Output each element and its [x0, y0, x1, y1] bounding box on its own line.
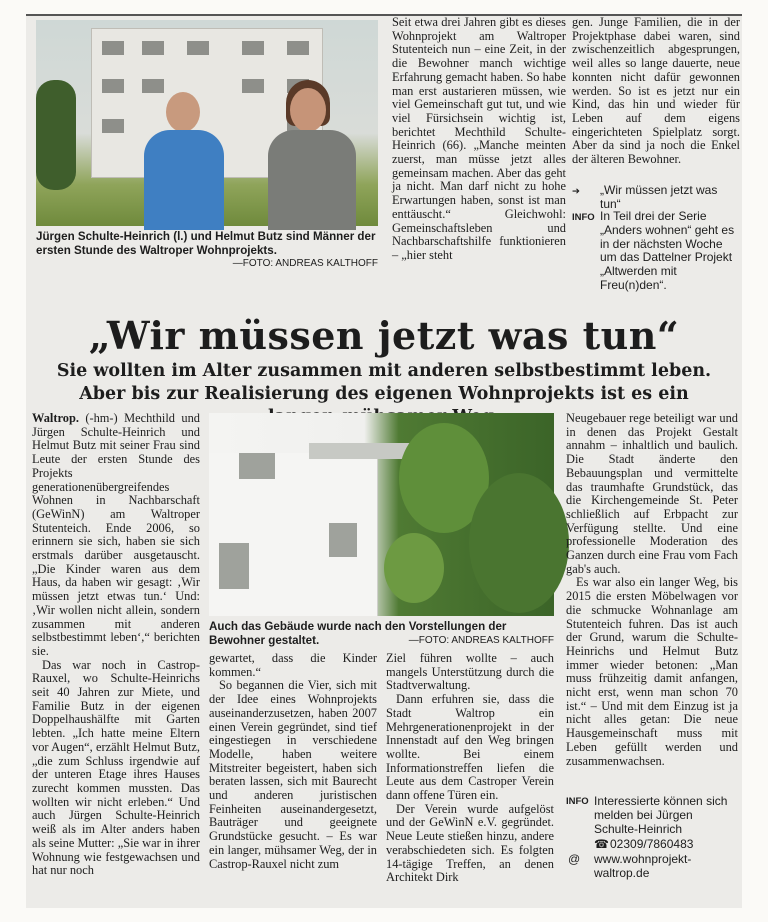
- article-column-3: Ziel führen wollte – auch mangels Unterstützung durch die Stadtverwaltung. Dann erfuhren sie, dass die Stadt Waltrop ein Mehrgenerationenprojekt in der Innenstadt auf den Weg bringen wollte. Bei einem Informationstreffen liefen die Leute aus dem Castroper Verein dann offene Türen ein. Der Verein wurde aufgelöst und der GeWinN e.V. gegründet. Neue Leute stießen hinzu, andere verabschiedeten sich. Es folgten 14-tägige Treffen, an denen Architekt Dirk: [386, 651, 554, 885]
- photo2-credit: —FOTO: ANDREAS KALTHOFF: [408, 635, 554, 646]
- web-icon: @: [568, 852, 581, 866]
- series-info-box: INFO In Teil drei der Serie „Anders wohnen“ geht es in der nächsten Woche um das Dattelner Projekt „Altwerden mit Freu(n)den“.: [572, 209, 735, 292]
- top-text-column-1: Seit etwa drei Jahren gibt es dieses Wohnprojekt am Waltroper Stutenteich nun – eine Zeit, in der die Bewohner manch wichtige Erfahrung gemacht haben. So habe man erst austarieren müssen, wie viel Gemeinschaft gut tut, und wie viel Fürsichsein wichtig ist, berichtet Mechthild Schulte-Heinrich (66). „Manche meinten zuerst, man müsse jetzt alles gemeinsam machen. Aber das geht ja nicht. Man darf nicht zu hohe Erwartungen haben, sonst ist man enttäuscht.“ Gleichwohl: Gemeinschaftsleben und Nachbarschaftshilfe funktionieren – „hier steht: [392, 15, 566, 262]
- headline: „Wir müssen jetzt was tun“: [88, 313, 680, 358]
- article-column-1: Waltrop. (-hm-) Mechthild und Jürgen Schulte-Heinrich und Helmut Butz mit seiner Frau sind Leute der ersten Stunde des Projekts generationenübergreifendes Wohnen in Nachbarschaft (GeWinN) am Waltroper Stutenteich. Ende 2006, so erinnern sie sich, haben sie sich erstmals darüber ausgetauscht. „Die Kinder waren aus dem Haus, da haben wir gesagt: ‚Wir müssen jetzt etwas tun.‘ Und: ‚Wir wollen nicht allein, sondern zusammen mit anderen selbstbestimmt leben‘,“ berichten sie. Das war noch in Castrop-Rauxel, wo Schulte-Heinrichs seit 40 Jahren zur Miete, und Familie Butz in der eigenen Doppelhaushälfte mit Garten lebten. „Ich hatte meine Eltern vor Augen“, erzählt Helmut Butz, „die zum Schluss irgendwie auf der unteren Etage ihres Hauses zurecht kommen mussten. Das wollten wir nicht erleben.“ Und auch Jürgen Schulte-Heinrich weiß als im Alter anders haben als seine Mutter: „Sie war in ihrer Wohnung wie festgewachsen und hat nur noch: [32, 411, 200, 878]
- tree: [36, 80, 76, 190]
- top-text-column-2: gen. Junge Familien, die in der Projektphase dabei waren, sind zwischenzeitlich abgesprungen, weil alles so lange dauerte, neue konnten nicht dafür gewonnen werden. So ist es jetzt nur ein Kind, das hin und wieder für Leben auf dem eigens eingerichteten Spielplatz sorgt. Aber da sind ja noch die Enkel der älteren Bewohner.: [572, 15, 740, 167]
- photo-residents: [36, 20, 378, 226]
- person-butz: [266, 80, 356, 230]
- photo-caption: Jürgen Schulte-Heinrich (l.) und Helmut Butz sind Männer der ersten Stunde des Waltroper Wohnprojekts.: [36, 230, 376, 257]
- photo-building: [209, 413, 554, 616]
- phone-icon: ☎: [594, 837, 609, 851]
- subheadline: Sie wollten im Alter zusammen mit anderen selbstbestimmt leben. Aber bis zur Realisierung des eigenen Wohnprojekts ist es ein: [56, 361, 712, 404]
- phone-number: 02309/7860483: [610, 837, 694, 851]
- article-column-2: gewartet, dass die Kinder kommen.“ So begannen die Vier, sich mit der Idee eines Wohnprojekts auseinanderzusetzen, haben 2007 einen Verein gegründet, sind tief eingestiegen in verschiedene Modelle, haben weitere Mitstreiter begeistert, haben sich beraten lassen, sich mit Baurecht und anderen juristischen Feinheiten auseinandergesetzt, Bauträger und geeignete Grundstücke gesucht. – Es war ein langer, mühsamer Weg, der in Castrop-Rauxel nicht zum: [209, 651, 377, 871]
- info-label: INFO: [572, 212, 595, 223]
- house-image: [209, 453, 378, 616]
- contact-text: Interessierte können sich melden bei Jürgen Schulte-Heinrich: [594, 794, 728, 836]
- article-column-4: Neugebauer rege beteiligt war und in denen das Projekt Gestalt annahm – inhaltlich und baulich. Die Stadt änderte den Bebauungsplan und vermittelte das traumhafte Grundstück, das die Kirchengemeinde St. Peter schließlich auf Erbpacht zur Verfügung stellte. Und eine professionelle Moderation des Ganzen durch eine Frau vom Fach gab's auch. Es war also ein langer Weg, bis 2015 die ersten Möbelwagen vor die schmucke Wohnanlage am Stutenteich fuhren. Das ist auch der Grund, warum die Schulte-Heinrichs und Helmut Butz immer wieder betonen: „Man muss frühzeitig damit anfangen, nicht erst, wenn man schon 70 ist.“ – Und mit dem Einzug ist ja nicht alles getan: Die neue Hausgemeinschaft muss mit Leben gefüllt werden und zusammenwachsen.: [566, 411, 738, 768]
- contact-info-label: INFO: [566, 796, 589, 807]
- photo2-caption: Auch das Gebäude wurde nach den Vorstellungen der Bewohner gestaltet.: [209, 620, 507, 647]
- person-schulte-heinrich: [140, 90, 226, 230]
- series-reference: ➔ „Wir müssen jetzt was tun“: [572, 183, 718, 211]
- contact-info-box: [566, 794, 738, 884]
- arrow-icon: ➔: [572, 186, 580, 197]
- newspaper-clipping: [26, 14, 742, 908]
- website-link[interactable]: www.wohnprojekt-waltrop.de: [594, 852, 692, 880]
- dateline: Waltrop.: [32, 411, 79, 425]
- photo-credit: —FOTO: ANDREAS KALTHOFF: [232, 258, 378, 269]
